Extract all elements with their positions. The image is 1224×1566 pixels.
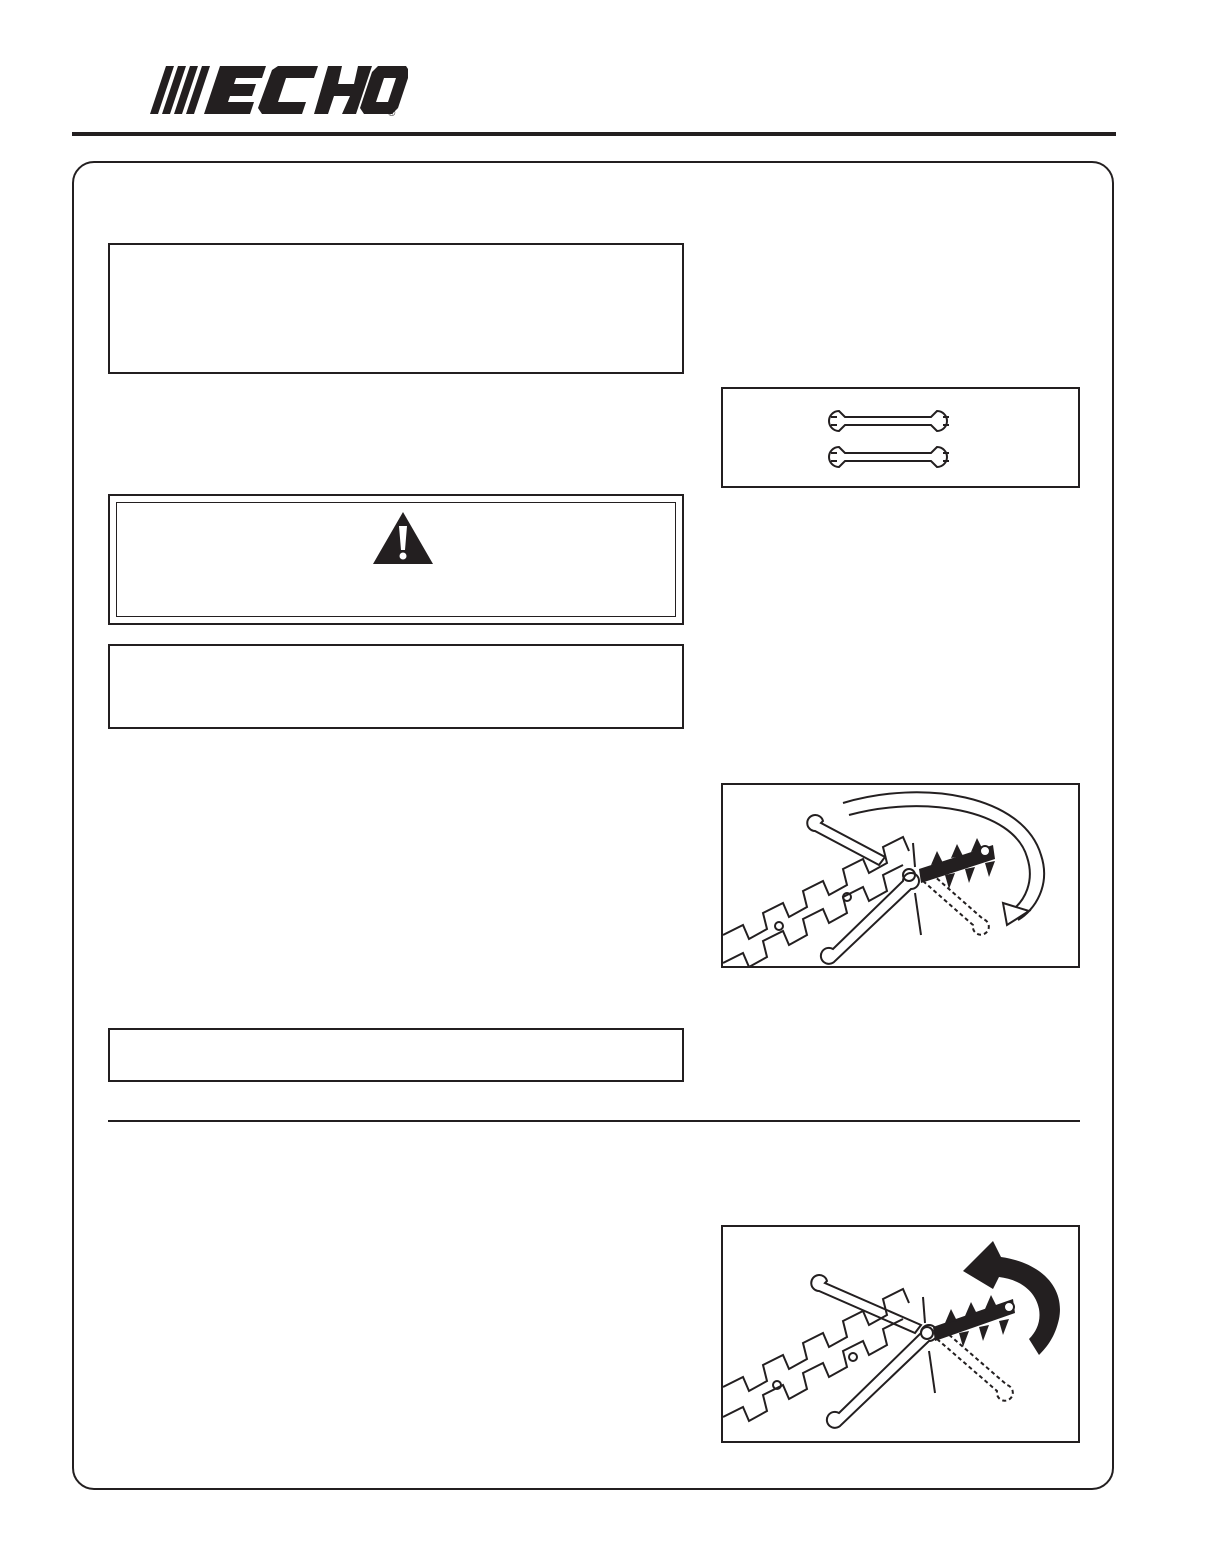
blade-wrench-diagram-1 (723, 785, 1078, 966)
blade-wrench-diagram-2 (723, 1227, 1078, 1441)
blade-adjust-figure-1 (721, 783, 1080, 968)
note-box-top (108, 243, 684, 374)
registered-mark: ® (388, 108, 396, 119)
header-rule (72, 132, 1116, 136)
note-box-bottom (108, 1028, 684, 1082)
blade-adjust-figure-2 (721, 1225, 1080, 1443)
wrenches-figure (721, 387, 1080, 488)
open-end-wrenches-icon (825, 403, 955, 475)
section-divider (108, 1120, 1080, 1122)
echo-logo (148, 62, 408, 124)
notice-box (108, 644, 684, 729)
warning-box (108, 494, 684, 625)
warning-triangle-icon (371, 510, 435, 566)
